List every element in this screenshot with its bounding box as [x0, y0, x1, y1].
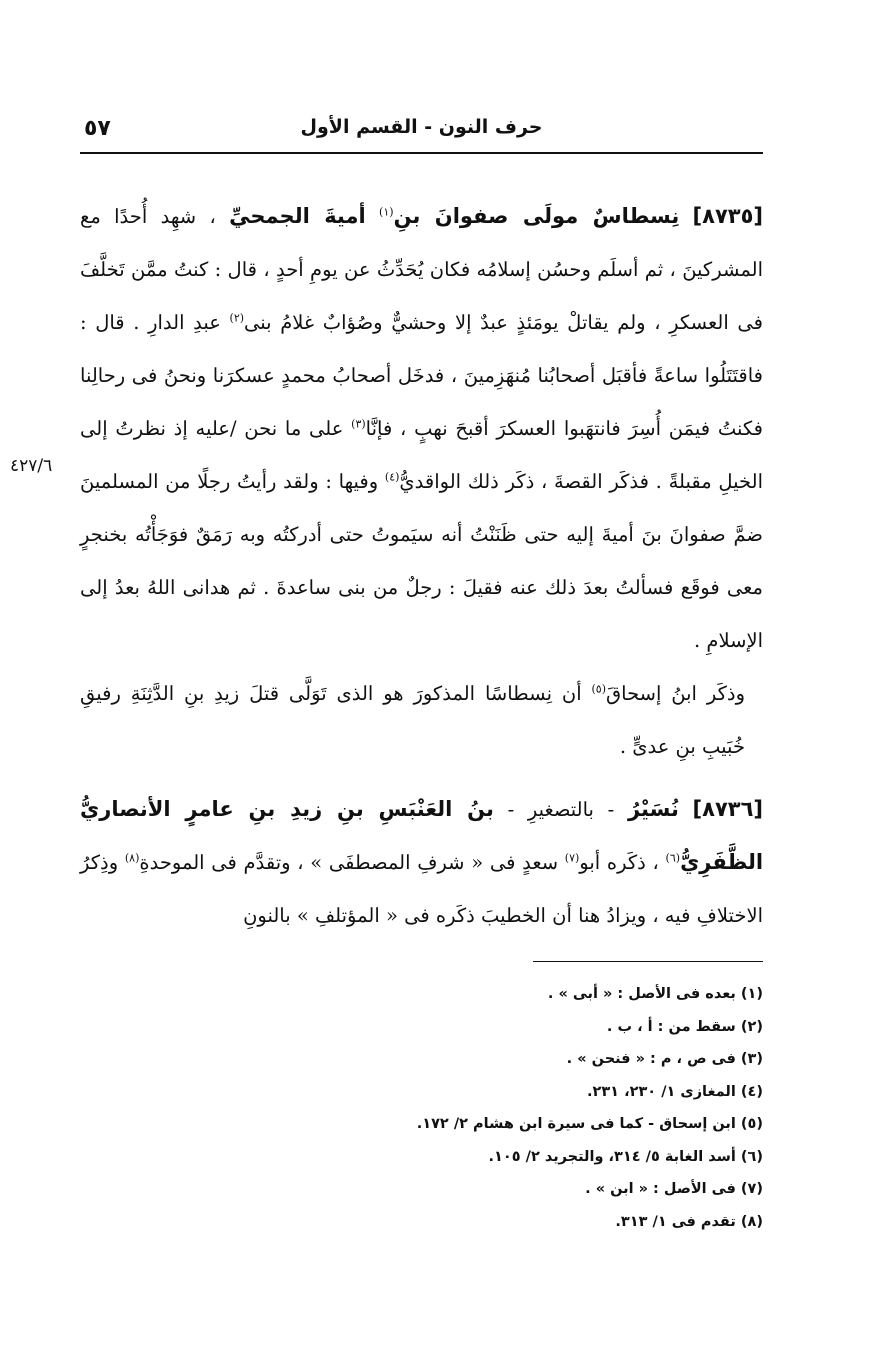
footnote-ref: (٤): [384, 470, 400, 484]
entry-name: نِسطاسٌ مولَى صفوانَ بنِ: [393, 204, 680, 228]
entry-text: وذكَر ابنُ إسحاقَ: [606, 682, 745, 705]
footnote: (٦) أسد الغابة ٥/ ٣١٤، والتجريد ٢/ ١٠٥.: [488, 1148, 763, 1165]
footnote: (٧) فى الأصل : « ابن » .: [585, 1181, 763, 1197]
entry-text: وذِكرُ الاختلافِ فيه ، ويزادُ هنا أن الخطيبَ ذكَره فى « المؤتلفِ » بالنونِ: [80, 851, 763, 927]
entry-text: ، شهِد أُحدًا مع المشركينَ ، ثم أسلَم وحسُن إسلامُه فكان يُحَدِّثُ عن يومِ أحدٍ ، قال : كنتُ ممَّن تَخلَّفَ فى العسكرِ ، ولم يقاتلْ يومَئذٍ عبدٌ إلا وحشيٌّ وصُؤابٌ غلامُ بنى: [80, 205, 763, 334]
footnote-ref: (٣): [351, 417, 366, 431]
entry-text: عبدِ الدارِ . قال : فاقتَتَلُوا ساعةً فأقبَل أصحابُنا مُنهَزِمينَ ، فدخَل أصحابُ محمدٍ عسكرَنا ونحنُ فى رحالِنا فكنتُ فيمَن أُسِرَ فانتهَبوا العسكرَ أقبحَ نهبٍ ، فإنَّا: [80, 311, 763, 440]
footnote-ref: (١): [379, 205, 394, 219]
running-header: [80, 112, 763, 148]
entry-name-continued: أميةَ الجمحيِّ: [229, 204, 366, 228]
footnote: (٢) سقط من : أ ، ب .: [606, 1018, 763, 1035]
page-number: ٥٧: [84, 116, 111, 141]
entry-8736: [80, 783, 763, 942]
entry-text: أن نِسطاسًا المذكورَ هو الذى تَوَلَّى قتلَ زيدِ بنِ الدَّثِنَةِ رفيقِ خُبَيبِ بنِ عدىٍّ .: [80, 682, 745, 758]
main-text: [80, 190, 763, 942]
footnote: (٤) المغازى ١/ ٢٣٠، ٢٣١.: [586, 1083, 763, 1100]
entry-text: - بالتصغيرِ -: [507, 798, 615, 821]
entry-text: سعدٍ فى « شرفِ المصطفَى » ، وتقدَّم فى الموحدةِ: [139, 851, 559, 874]
footnote-ref: (٧): [564, 851, 580, 865]
footnote-ref: (٥): [591, 682, 606, 696]
entry-8735: [80, 190, 763, 667]
entry-number: [٨٧٣٦]: [692, 797, 764, 821]
footnote: (٣) فى ص ، م : « فنحن » .: [566, 1051, 763, 1067]
footnote-ref: (٨): [124, 851, 140, 865]
header-title: حرف النون - القسم الأول: [300, 116, 543, 138]
footnotes: [200, 978, 763, 1238]
footnote-rule: [533, 961, 763, 962]
entry-number: [٨٧٣٥]: [692, 204, 764, 228]
entry-name: نُسَيْرُ: [627, 797, 679, 821]
footnote-ref: (٦): [665, 851, 681, 865]
margin-note: ٤٢٧/٦: [10, 456, 53, 476]
entry-8735-paragraph-2: [80, 667, 763, 773]
footnote: (١) بعده فى الأصل : « أبى » .: [547, 986, 763, 1002]
header-rule: [80, 152, 763, 154]
footnote-ref: (٢): [229, 311, 245, 325]
footnote: (٨) تقدم فى ١/ ٣١٣.: [615, 1213, 763, 1230]
footnote: (٥) ابن إسحاق - كما فى سيرة ابن هشام ٢/ ١٧٢.: [416, 1116, 763, 1132]
entry-text: ، ذكَره أبو: [579, 851, 659, 874]
entry-text: على ما نحن /عليه إذ نظرتُ إلى الخيلِ مقبلةً . فذكَر القصةَ ، ذكَر ذلك الواقديُّ: [80, 417, 763, 493]
entry-name-continued: بنُ العَنْبَسِ بنِ زيدِ بنِ عامرٍ الأنصاريُّ الظَّفَرِيُّ: [80, 797, 764, 874]
entry-text: وفيها : ولقد رأيتُ رجلًا من المسلمينَ ضمَّ صفوانَ بنَ أميةَ إليه حتى ظَنَنْتُ أنه سيَموتُ حتى أدركتُه وبه رَمَقٌ فوَجَأْتُه بخنجرٍ معى فوقَع فسألتُ بعدَ ذلك عنه فقيلَ : رجلٌ من بنى ساعدةَ . ثم هدانى اللهُ بعدُ إلى الإسلامِ .: [80, 470, 763, 652]
